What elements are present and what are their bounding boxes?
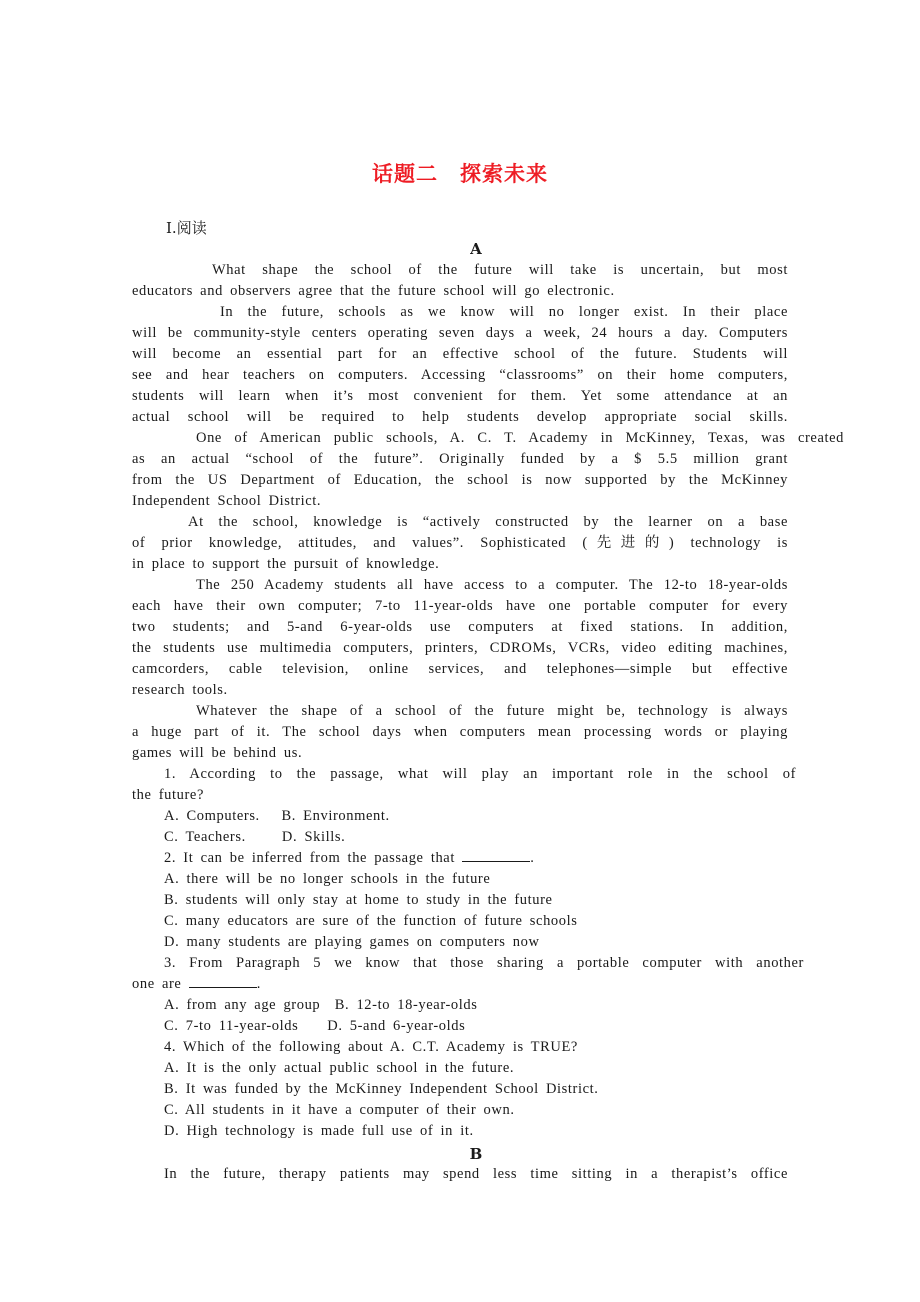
- question-options: A. from any age group B. 12-to 18-year-olds: [164, 997, 478, 1013]
- question-stem: the future?: [132, 787, 204, 803]
- text-line: The 250 Academy students all have access to a computer. The 12-to 18-year-olds: [196, 577, 788, 593]
- text-line: educators and observers agree that the future school will go electronic.: [132, 283, 615, 299]
- text-line: What shape the school of the future will take is uncertain, but most: [212, 262, 788, 278]
- text-line: One of American public schools, A. C. T. Academy in McKinney, Texas, was created: [196, 430, 844, 446]
- text-line: will become an essential part for an effective school of the future. Students will: [132, 346, 788, 362]
- answer-blank: [462, 849, 530, 862]
- passage-b-heading: B: [469, 1145, 483, 1163]
- question-option-a: A. It is the only actual public school in the future.: [164, 1060, 515, 1076]
- question-stem: 3. From Paragraph 5 we know that those sharing a portable computer with another: [164, 955, 804, 971]
- text-line: Independent School District.: [132, 493, 322, 509]
- text-line: students will learn when it’s most convenient for them. Yet some attendance at an: [132, 388, 788, 404]
- question-stem-text: 2. It can be inferred from the passage that: [164, 850, 463, 866]
- question-options: C. Teachers. D. Skills.: [164, 829, 346, 845]
- page-title: 话题二 探索未来: [372, 162, 548, 186]
- question-option-d: D. High technology is made full use of in it.: [164, 1123, 474, 1139]
- text-line: each have their own computer; 7-to 11-year-olds have one portable computer for every: [132, 598, 788, 614]
- question-stem: 1. According to the passage, what will play an important role in the school of: [164, 766, 796, 782]
- question-option-b: B. It was funded by the McKinney Independent School District.: [164, 1081, 599, 1097]
- question-option-a: A. there will be no longer schools in the future: [164, 871, 491, 887]
- question-options: A. Computers. B. Environment.: [164, 808, 390, 824]
- question-stem: 4. Which of the following about A. C.T. Academy is TRUE?: [164, 1039, 578, 1055]
- text-line: Whatever the shape of a school of the future might be, technology is always: [196, 703, 788, 719]
- question-stem: [132, 974, 261, 995]
- question-stem: [164, 848, 534, 869]
- section-label-reading: Ⅰ.阅读: [166, 219, 207, 237]
- passage-a-heading: A: [470, 240, 482, 258]
- question-stem-text: one are: [132, 976, 189, 992]
- text-line: from the US Department of Education, the school is now supported by the McKinney: [132, 472, 788, 488]
- text-line: two students; and 5-and 6-year-olds use computers at fixed stations. In addition,: [132, 619, 788, 635]
- text-line: see and hear teachers on computers. Accessing “classrooms” on their home computers,: [132, 367, 788, 383]
- answer-blank: [189, 975, 257, 988]
- question-stem-punct: .: [530, 850, 535, 866]
- text-line: games will be behind us.: [132, 745, 303, 761]
- passage-b-first-line: In the future, therapy patients may spend less time sitting in a therapist’s office: [164, 1166, 788, 1182]
- text-line: actual school will be required to help students develop appropriate social skills.: [132, 409, 788, 425]
- text-line: as an actual “school of the future”. Originally funded by a $ 5.5 million grant: [132, 451, 788, 467]
- text-line: of prior knowledge, attitudes, and values”. Sophisticated (先进的) technology is: [132, 535, 788, 551]
- text-line: research tools.: [132, 682, 228, 698]
- question-option-b: B. students will only stay at home to study in the future: [164, 892, 553, 908]
- question-options: C. 7-to 11-year-olds D. 5-and 6-year-olds: [164, 1018, 466, 1034]
- text-line: will be community-style centers operating seven days a week, 24 hours a day. Computers: [132, 325, 788, 341]
- question-stem-punct: .: [256, 976, 261, 992]
- text-line: camcorders, cable television, online services, and telephones—simple but effective: [132, 661, 788, 677]
- text-line: In the future, schools as we know will no longer exist. In their place: [220, 304, 788, 320]
- question-option-c: C. many educators are sure of the function of future schools: [164, 913, 578, 929]
- text-line: a huge part of it. The school days when computers mean processing words or playing: [132, 724, 788, 740]
- text-line: At the school, knowledge is “actively constructed by the learner on a base: [188, 514, 788, 530]
- question-option-c: C. All students in it have a computer of their own.: [164, 1102, 515, 1118]
- text-line: in place to support the pursuit of knowledge.: [132, 556, 440, 572]
- question-option-d: D. many students are playing games on computers now: [164, 934, 540, 950]
- text-line: the students use multimedia computers, printers, CDROMs, VCRs, video editing machines,: [132, 640, 788, 656]
